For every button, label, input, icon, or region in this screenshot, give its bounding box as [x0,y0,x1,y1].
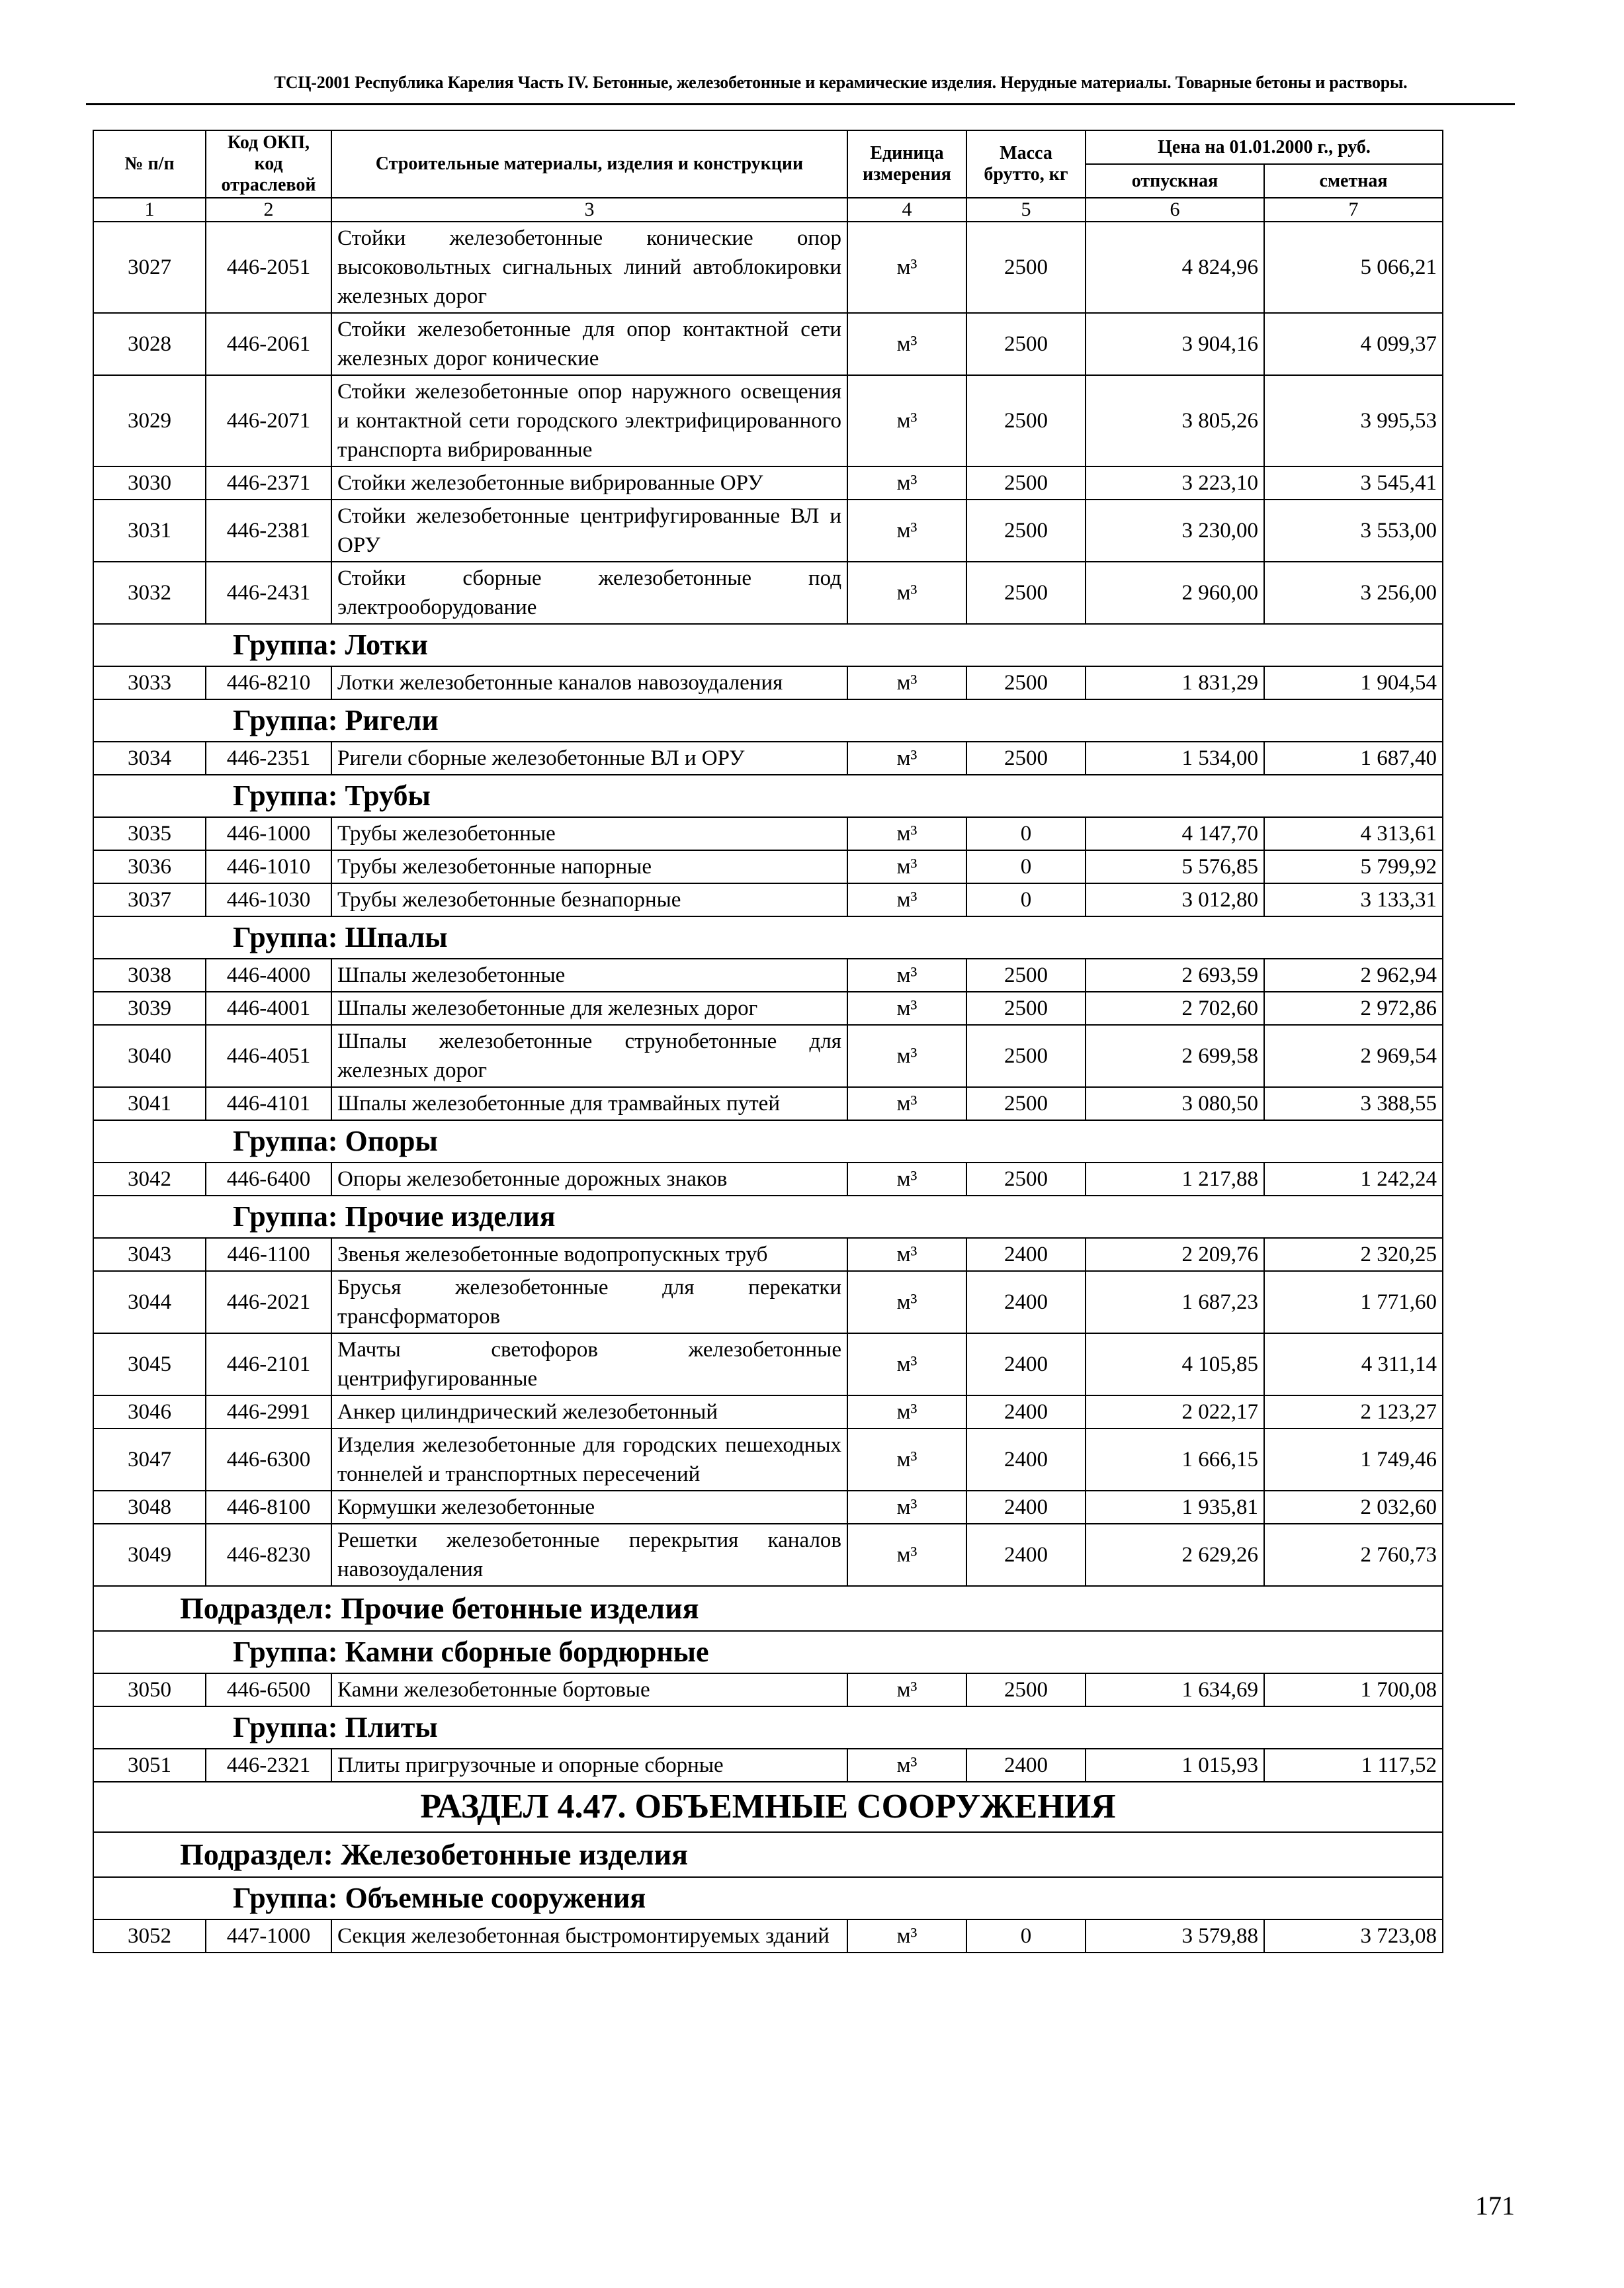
row-number: 3050 [93,1673,206,1706]
group-heading-row [93,1196,1443,1238]
estimate-price: 4 313,61 [1264,817,1443,850]
row-number: 3043 [93,1238,206,1271]
item-name: Стойки железобетонные для опор контактной сети железных дорог конические [331,313,847,375]
unit-of-measure: м³ [847,992,966,1025]
estimate-price: 3 545,41 [1264,466,1443,500]
row-number: 3033 [93,666,206,699]
okp-code: 446-2381 [206,500,331,562]
row-number: 3040 [93,1025,206,1087]
gross-mass: 2500 [966,742,1086,775]
item-name: Шпалы железобетонные для трамвайных путей [331,1087,847,1120]
gross-mass: 2500 [966,1163,1086,1196]
unit-of-measure: м³ [847,1429,966,1491]
unit-of-measure: м³ [847,742,966,775]
item-name: Анкер цилиндрический железобетонный [331,1395,847,1429]
group-heading-row [93,1120,1443,1163]
group-heading-row [93,775,1443,817]
release-price: 1 015,93 [1086,1749,1264,1782]
running-header: ТСЦ-2001 Республика Карелия Часть IV. Бетонные, железобетонные и керамические изделия. Нерудные материалы. Товарные бетоны и растворы. [274,73,1408,92]
okp-code: 446-8230 [206,1524,331,1586]
estimate-price: 3 256,00 [1264,562,1443,624]
section-heading-row [93,1782,1443,1832]
row-number: 3044 [93,1271,206,1333]
unit-of-measure: м³ [847,1163,966,1196]
release-price: 1 534,00 [1086,742,1264,775]
unit-of-measure: м³ [847,500,966,562]
okp-code: 446-2101 [206,1333,331,1395]
estimate-price: 1 771,60 [1264,1271,1443,1333]
release-price: 2 960,00 [1086,562,1264,624]
table-row [93,666,1443,699]
row-number: 3030 [93,466,206,500]
item-name: Шпалы железобетонные для железных дорог [331,992,847,1025]
release-price: 4 824,96 [1086,222,1264,313]
table-row [93,1271,1443,1333]
item-name: Опоры железобетонные дорожных знаков [331,1163,847,1196]
release-price: 4 147,70 [1086,817,1264,850]
gross-mass: 0 [966,850,1086,883]
estimate-price: 5 799,92 [1264,850,1443,883]
gross-mass: 0 [966,883,1086,916]
row-number: 3047 [93,1429,206,1491]
gross-mass: 2400 [966,1238,1086,1271]
table-row [93,1673,1443,1706]
row-number: 3049 [93,1524,206,1586]
okp-code: 446-4101 [206,1087,331,1120]
gross-mass: 2400 [966,1749,1086,1782]
item-name: Звенья железобетонные водопропускных труб [331,1238,847,1271]
release-price: 3 080,50 [1086,1087,1264,1120]
unit-of-measure: м³ [847,1919,966,1953]
gross-mass: 2500 [966,562,1086,624]
okp-code: 446-2991 [206,1395,331,1429]
row-number: 3051 [93,1749,206,1782]
unit-of-measure: м³ [847,1025,966,1087]
release-price: 1 666,15 [1086,1429,1264,1491]
subsection-heading: Подраздел: Железобетонные изделия [93,1832,1443,1877]
group-heading: Группа: Плиты [93,1706,1443,1749]
table-row [93,466,1443,500]
item-name: Секция железобетонная быстромонтируемых зданий [331,1919,847,1953]
row-number: 3038 [93,959,206,992]
item-name: Камни железобетонные бортовые [331,1673,847,1706]
unit-of-measure: м³ [847,666,966,699]
row-number: 3045 [93,1333,206,1395]
column-number: 7 [1264,198,1443,222]
item-name: Мачты светофоров железобетонные центрифугированные [331,1333,847,1395]
column-number: 1 [93,198,206,222]
table-row [93,817,1443,850]
okp-code: 446-2021 [206,1271,331,1333]
unit-of-measure: м³ [847,1673,966,1706]
group-heading: Группа: Трубы [93,775,1443,817]
section-heading: РАЗДЕЛ 4.47. ОБЪЕМНЫЕ СООРУЖЕНИЯ [93,1782,1443,1832]
row-number: 3029 [93,375,206,466]
table-row [93,742,1443,775]
column-number-row [93,198,1443,222]
gross-mass: 2500 [966,1025,1086,1087]
unit-of-measure: м³ [847,313,966,375]
estimate-price: 3 723,08 [1264,1919,1443,1953]
release-price: 2 022,17 [1086,1395,1264,1429]
col-header-num: № п/п [93,130,206,198]
column-number: 5 [966,198,1086,222]
gross-mass: 2500 [966,666,1086,699]
unit-of-measure: м³ [847,1238,966,1271]
subsection-heading: Подраздел: Прочие бетонные изделия [93,1586,1443,1631]
group-heading: Группа: Камни сборные бордюрные [93,1631,1443,1673]
column-number: 3 [331,198,847,222]
estimate-price: 4 311,14 [1264,1333,1443,1395]
item-name: Трубы железобетонные [331,817,847,850]
unit-of-measure: м³ [847,850,966,883]
release-price: 3 230,00 [1086,500,1264,562]
unit-of-measure: м³ [847,1524,966,1586]
table-body [93,222,1443,1953]
price-table [93,130,1443,1953]
col-header-name: Строительные материалы, изделия и конструкции [331,130,847,198]
unit-of-measure: м³ [847,562,966,624]
row-number: 3035 [93,817,206,850]
group-heading: Группа: Объемные сооружения [93,1877,1443,1919]
item-name: Лотки железобетонные каналов навозоудаления [331,666,847,699]
table-row [93,500,1443,562]
table-row [93,1333,1443,1395]
gross-mass: 0 [966,1919,1086,1953]
estimate-price: 3 133,31 [1264,883,1443,916]
okp-code: 446-6300 [206,1429,331,1491]
release-price: 1 634,69 [1086,1673,1264,1706]
estimate-price: 4 099,37 [1264,313,1443,375]
column-number: 6 [1086,198,1264,222]
item-name: Стойки железобетонные опор наружного освещения и контактной сети городского электрифицированного транспорта вибрированные [331,375,847,466]
okp-code: 446-6400 [206,1163,331,1196]
gross-mass: 2400 [966,1524,1086,1586]
row-number: 3032 [93,562,206,624]
release-price: 2 629,26 [1086,1524,1264,1586]
gross-mass: 2400 [966,1333,1086,1395]
item-name: Стойки железобетонные центрифугированные ВЛ и ОРУ [331,500,847,562]
row-number: 3042 [93,1163,206,1196]
group-heading-row [93,1631,1443,1673]
table-row [93,1524,1443,1586]
col-header-estimate-price: сметная [1264,164,1443,198]
table-row [93,562,1443,624]
okp-code: 446-1010 [206,850,331,883]
unit-of-measure: м³ [847,375,966,466]
release-price: 1 217,88 [1086,1163,1264,1196]
unit-of-measure: м³ [847,466,966,500]
gross-mass: 2500 [966,313,1086,375]
estimate-price: 3 553,00 [1264,500,1443,562]
okp-code: 446-6500 [206,1673,331,1706]
okp-code: 446-2351 [206,742,331,775]
row-number: 3039 [93,992,206,1025]
item-name: Стойки железобетонные конические опор высоковольтных сигнальных линий автоблокировки железных дорог [331,222,847,313]
table-row [93,313,1443,375]
release-price: 1 935,81 [1086,1491,1264,1524]
table-row [93,850,1443,883]
gross-mass: 0 [966,817,1086,850]
group-heading-row [93,916,1443,959]
row-number: 3046 [93,1395,206,1429]
table-row [93,1395,1443,1429]
gross-mass: 2500 [966,375,1086,466]
item-name: Кормушки железобетонные [331,1491,847,1524]
row-number: 3052 [93,1919,206,1953]
group-heading: Группа: Прочие изделия [93,1196,1443,1238]
release-price: 5 576,85 [1086,850,1264,883]
okp-code: 446-2051 [206,222,331,313]
item-name: Шпалы железобетонные [331,959,847,992]
estimate-price: 1 700,08 [1264,1673,1443,1706]
column-number: 2 [206,198,331,222]
header-divider [86,103,1515,105]
release-price: 3 904,16 [1086,313,1264,375]
release-price: 3 012,80 [1086,883,1264,916]
table-header-row [93,130,1443,164]
estimate-price: 2 123,27 [1264,1395,1443,1429]
estimate-price: 3 995,53 [1264,375,1443,466]
row-number: 3028 [93,313,206,375]
item-name: Стойки железобетонные вибрированные ОРУ [331,466,847,500]
item-name: Изделия железобетонные для городских пешеходных тоннелей и транспортных пересечений [331,1429,847,1491]
col-header-price: Цена на 01.01.2000 г., руб. [1086,130,1443,164]
okp-code: 446-2071 [206,375,331,466]
estimate-price: 1 687,40 [1264,742,1443,775]
gross-mass: 2400 [966,1491,1086,1524]
row-number: 3041 [93,1087,206,1120]
gross-mass: 2500 [966,992,1086,1025]
table-row [93,222,1443,313]
group-heading: Группа: Лотки [93,624,1443,666]
estimate-price: 1 749,46 [1264,1429,1443,1491]
group-heading-row [93,624,1443,666]
row-number: 3037 [93,883,206,916]
estimate-price: 2 032,60 [1264,1491,1443,1524]
col-header-mass: Масса брутто, кг [966,130,1086,198]
item-name: Плиты пригрузочные и опорные сборные [331,1749,847,1782]
okp-code: 446-1030 [206,883,331,916]
estimate-price: 1 117,52 [1264,1749,1443,1782]
row-number: 3027 [93,222,206,313]
group-heading-row [93,1877,1443,1919]
okp-code: 446-4001 [206,992,331,1025]
table-row [93,1919,1443,1953]
item-name: Брусья железобетонные для перекатки трансформаторов [331,1271,847,1333]
col-header-okp: Код ОКП, код отраслевой [206,130,331,198]
col-header-release-price: отпускная [1086,164,1264,198]
estimate-price: 2 320,25 [1264,1238,1443,1271]
gross-mass: 2500 [966,466,1086,500]
group-heading: Группа: Шпалы [93,916,1443,959]
group-heading: Группа: Опоры [93,1120,1443,1163]
row-number: 3036 [93,850,206,883]
okp-code: 446-2371 [206,466,331,500]
okp-code: 446-8100 [206,1491,331,1524]
table-row [93,883,1443,916]
unit-of-measure: м³ [847,883,966,916]
release-price: 1 831,29 [1086,666,1264,699]
gross-mass: 2500 [966,222,1086,313]
group-heading-row [93,699,1443,742]
gross-mass: 2400 [966,1271,1086,1333]
gross-mass: 2400 [966,1395,1086,1429]
row-number: 3048 [93,1491,206,1524]
release-price: 3 223,10 [1086,466,1264,500]
release-price: 2 693,59 [1086,959,1264,992]
release-price: 4 105,85 [1086,1333,1264,1395]
row-number: 3034 [93,742,206,775]
table-row [93,959,1443,992]
release-price: 2 699,58 [1086,1025,1264,1087]
unit-of-measure: м³ [847,1491,966,1524]
okp-code: 446-1100 [206,1238,331,1271]
table-row [93,1749,1443,1782]
unit-of-measure: м³ [847,1271,966,1333]
unit-of-measure: м³ [847,222,966,313]
unit-of-measure: м³ [847,1395,966,1429]
okp-code: 446-2321 [206,1749,331,1782]
estimate-price: 2 972,86 [1264,992,1443,1025]
okp-code: 446-8210 [206,666,331,699]
okp-code: 446-2061 [206,313,331,375]
estimate-price: 1 242,24 [1264,1163,1443,1196]
group-heading: Группа: Ригели [93,699,1443,742]
okp-code: 446-1000 [206,817,331,850]
gross-mass: 2500 [966,1673,1086,1706]
item-name: Ригели сборные железобетонные ВЛ и ОРУ [331,742,847,775]
table-row [93,375,1443,466]
column-number: 4 [847,198,966,222]
unit-of-measure: м³ [847,959,966,992]
gross-mass: 2500 [966,1087,1086,1120]
estimate-price: 2 962,94 [1264,959,1443,992]
subsection-heading-row [93,1832,1443,1877]
estimate-price: 2 760,73 [1264,1524,1443,1586]
estimate-price: 5 066,21 [1264,222,1443,313]
gross-mass: 2500 [966,959,1086,992]
release-price: 1 687,23 [1086,1271,1264,1333]
okp-code: 446-4051 [206,1025,331,1087]
table-row [93,1025,1443,1087]
estimate-price: 1 904,54 [1264,666,1443,699]
estimate-price: 3 388,55 [1264,1087,1443,1120]
table-row [93,1087,1443,1120]
page-number: 171 [1475,2191,1515,2221]
gross-mass: 2500 [966,500,1086,562]
okp-code: 447-1000 [206,1919,331,1953]
release-price: 2 209,76 [1086,1238,1264,1271]
item-name: Трубы железобетонные напорные [331,850,847,883]
unit-of-measure: м³ [847,1087,966,1120]
item-name: Решетки железобетонные перекрытия каналов навозоудаления [331,1524,847,1586]
item-name: Стойки сборные железобетонные под электрооборудование [331,562,847,624]
group-heading-row [93,1706,1443,1749]
item-name: Трубы железобетонные безнапорные [331,883,847,916]
unit-of-measure: м³ [847,817,966,850]
table-row [93,992,1443,1025]
subsection-heading-row [93,1586,1443,1631]
release-price: 3 805,26 [1086,375,1264,466]
table-row [93,1238,1443,1271]
table-row [93,1163,1443,1196]
okp-code: 446-4000 [206,959,331,992]
unit-of-measure: м³ [847,1333,966,1395]
col-header-unit: Единица измерения [847,130,966,198]
row-number: 3031 [93,500,206,562]
estimate-price: 2 969,54 [1264,1025,1443,1087]
table-row [93,1491,1443,1524]
okp-code: 446-2431 [206,562,331,624]
release-price: 2 702,60 [1086,992,1264,1025]
unit-of-measure: м³ [847,1749,966,1782]
release-price: 3 579,88 [1086,1919,1264,1953]
table-row [93,1429,1443,1491]
item-name: Шпалы железобетонные струнобетонные для железных дорог [331,1025,847,1087]
gross-mass: 2400 [966,1429,1086,1491]
